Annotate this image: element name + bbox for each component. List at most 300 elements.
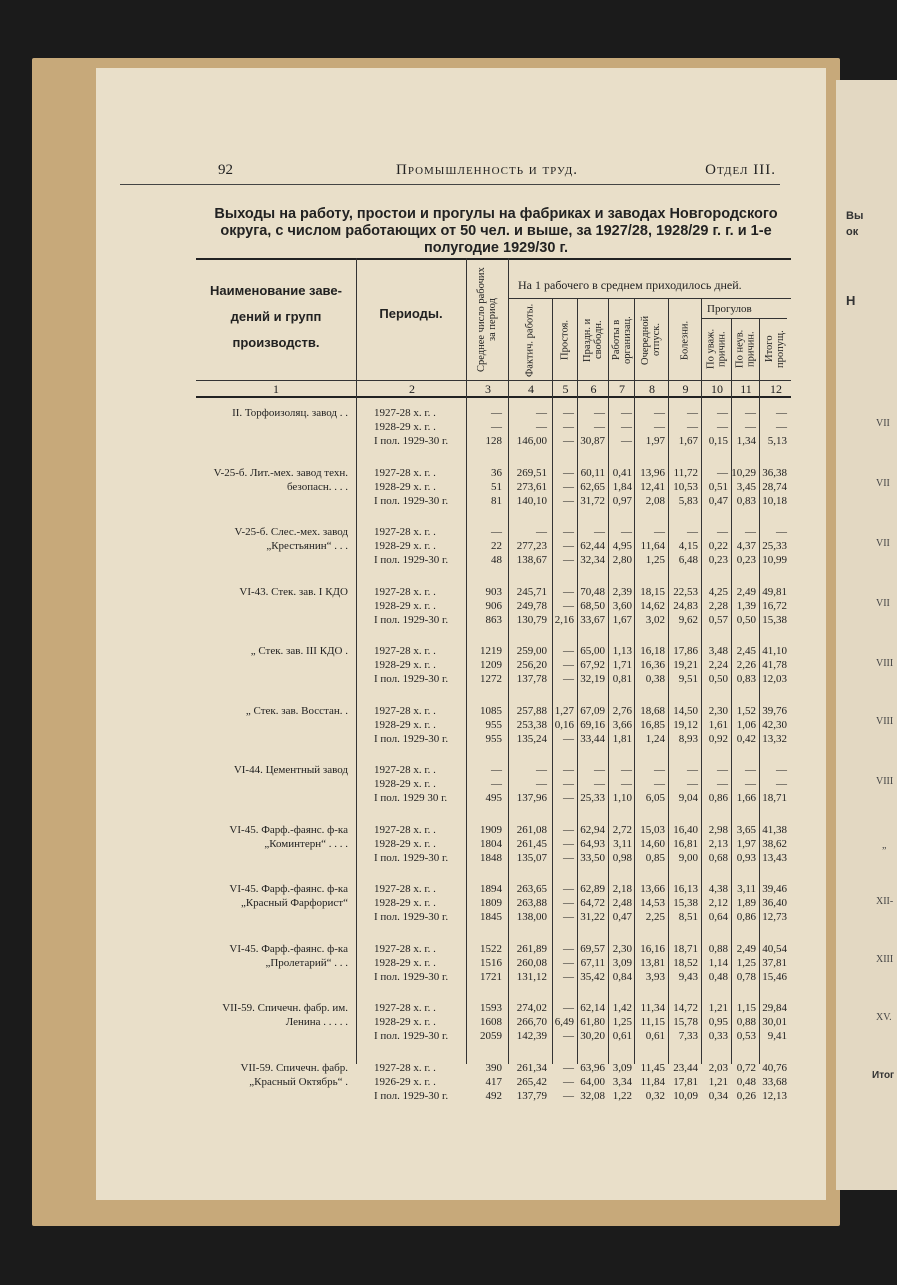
- period-label: I пол. 1929-30 г.: [374, 494, 449, 507]
- table-cell: 142,39: [516, 1030, 547, 1042]
- table-cell: 2059: [480, 1030, 502, 1042]
- table-cell: 863: [485, 613, 502, 626]
- table-cell: —: [745, 778, 756, 790]
- facing-total-label: Итог: [872, 1070, 895, 1081]
- table-cell: —: [776, 778, 787, 790]
- table-cell: —: [491, 407, 502, 419]
- table-cell: 15,38: [673, 897, 698, 909]
- table-cell: —: [654, 778, 665, 790]
- table-cell: 22: [491, 540, 502, 552]
- table-cell: —: [563, 883, 574, 895]
- table-cell: 135,07: [516, 851, 547, 864]
- table-cell: 6,05: [645, 792, 665, 804]
- table-cell: —: [491, 778, 502, 790]
- table-cell: 11,72: [673, 466, 698, 479]
- table-cell: 61,80: [580, 1016, 605, 1028]
- table-cell: —: [563, 585, 574, 598]
- table-cell: —: [563, 480, 574, 493]
- table-cell: 62,89: [580, 883, 605, 895]
- header-name: Наименование заве- дений и групп производств.: [210, 283, 342, 350]
- table-cell: 9,62: [678, 613, 698, 626]
- table-cell: —: [717, 778, 728, 790]
- period-label: 1927-28 х. г. .: [374, 466, 436, 479]
- table-cell: 1,84: [612, 480, 632, 493]
- table-row: [196, 525, 791, 539]
- table-cell: 263,65: [516, 883, 547, 895]
- table-row: [196, 718, 791, 732]
- table-cell: 2,76: [612, 704, 632, 717]
- table-cell: 63,96: [580, 1061, 605, 1074]
- table-cell: 30,01: [762, 1016, 787, 1028]
- table-cell: 257,88: [516, 704, 547, 717]
- table-cell: 0,47: [612, 911, 632, 923]
- table-cell: —: [563, 1089, 574, 1102]
- table-cell: —: [717, 526, 728, 538]
- table-cell: —: [563, 792, 574, 804]
- table-cell: 0,41: [612, 466, 632, 479]
- table-cell: 11,15: [640, 1016, 665, 1028]
- table-cell: 6,48: [678, 554, 698, 566]
- period-label: 1928-29 х. г. .: [374, 599, 436, 612]
- table-cell: 36,40: [762, 897, 787, 909]
- table-cell: —: [594, 526, 605, 538]
- group-name: VI-44. Цементный завод: [233, 764, 348, 776]
- facing-title-1: Вы: [846, 210, 864, 222]
- table-row: [196, 823, 791, 837]
- table-cell: 0,53: [736, 1030, 756, 1042]
- table-cell: 1,42: [612, 1002, 632, 1014]
- table-cell: 67,11: [580, 956, 605, 969]
- table-cell: 1,97: [645, 435, 665, 447]
- table-cell: 17,86: [673, 645, 698, 657]
- table-cell: —: [594, 421, 605, 433]
- table-cell: 2,39: [612, 585, 632, 598]
- table-cell: 2,25: [645, 911, 665, 923]
- table-cell: 1809: [480, 897, 502, 909]
- table-cell: —: [491, 421, 502, 433]
- period-label: 1926-29 х. г. .: [374, 1075, 436, 1088]
- table-row: [196, 896, 791, 910]
- table-cell: 2,18: [612, 883, 632, 895]
- table-cell: 5,83: [678, 494, 698, 507]
- table-cell: 25,33: [762, 540, 787, 552]
- table-cell: 259,00: [516, 645, 547, 657]
- table-cell: 1804: [480, 837, 502, 850]
- period-label: 1928-29 х. г. .: [374, 718, 436, 731]
- period-label: I пол. 1929-30 г.: [374, 732, 449, 745]
- table-cell: 0,98: [612, 851, 632, 864]
- table-cell: 32,19: [580, 673, 605, 685]
- column-number: 10: [711, 382, 723, 396]
- table-top-rule: [196, 258, 791, 260]
- table-cell: 0,88: [736, 1016, 756, 1028]
- table-row: [196, 613, 791, 627]
- group-name: VI-43. Стек. зав. I КДО: [239, 585, 348, 598]
- table-cell: 3,09: [612, 956, 632, 969]
- table-cell: 277,23: [516, 540, 547, 552]
- table-cell: —: [687, 778, 698, 790]
- table-cell: —: [654, 526, 665, 538]
- table-cell: 41,78: [762, 659, 787, 671]
- period-label: 1927-28 х. г. .: [374, 764, 436, 776]
- table-row: [196, 553, 791, 567]
- group-name: VI-45. Фарф.-фаянс. ф-ка „Красный Фарфорист“: [229, 883, 348, 909]
- table-cell: —: [491, 526, 502, 538]
- table-cell: 1,15: [736, 1002, 756, 1014]
- table-cell: 16,16: [640, 942, 665, 955]
- table-cell: —: [563, 764, 574, 776]
- table-row: [196, 672, 791, 686]
- table-cell: 1,66: [736, 792, 756, 804]
- table-cell: 12,41: [640, 480, 665, 493]
- table-cell: 62,65: [580, 480, 605, 493]
- table-cell: —: [563, 407, 574, 419]
- table-cell: —: [563, 526, 574, 538]
- column-number: 9: [682, 382, 689, 396]
- table-cell: 3,48: [708, 645, 728, 657]
- table-row: [196, 1061, 791, 1075]
- period-label: 1927-28 х. г. .: [374, 526, 436, 538]
- table-row: [196, 599, 791, 613]
- table-cell: 2,08: [645, 494, 665, 507]
- table-cell: 0,16: [554, 718, 574, 731]
- table-cell: 14,60: [640, 837, 665, 850]
- table-cell: 9,41: [767, 1030, 787, 1042]
- table-row: [196, 851, 791, 865]
- table-cell: 60,11: [580, 466, 605, 479]
- table-cell: 7,33: [678, 1030, 698, 1042]
- period-label: I пол. 1929-30 г.: [374, 1089, 449, 1102]
- table-cell: 65,00: [580, 645, 605, 657]
- table-cell: 11,64: [640, 540, 665, 552]
- table-cell: 25,33: [580, 792, 605, 804]
- table-cell: —: [536, 407, 547, 419]
- table-row: [196, 882, 791, 896]
- table-cell: 2,26: [736, 659, 756, 671]
- table-cell: 265,42: [516, 1075, 547, 1088]
- table-cell: 0,88: [708, 942, 728, 955]
- table-cell: —: [563, 599, 574, 612]
- period-label: 1927-28 х. г. .: [374, 645, 436, 657]
- table-cell: 1593: [480, 1002, 502, 1014]
- table-cell: 274,02: [516, 1002, 547, 1014]
- table-cell: —: [687, 421, 698, 433]
- table-cell: 2,03: [708, 1061, 728, 1074]
- table-cell: 1,13: [612, 645, 632, 657]
- table-row: [196, 910, 791, 924]
- table-cell: 0,48: [736, 1075, 756, 1088]
- table-cell: 1,06: [736, 718, 756, 731]
- table-cell: 3,66: [612, 718, 632, 731]
- table-cell: —: [745, 764, 756, 776]
- table-cell: —: [594, 778, 605, 790]
- period-label: 1927-28 х. г. .: [374, 942, 436, 955]
- table-cell: 3,02: [645, 613, 665, 626]
- table-cell: 0,50: [708, 673, 728, 685]
- table-row: [196, 942, 791, 956]
- table-cell: 146,00: [516, 435, 547, 447]
- facing-row-label: „: [882, 840, 887, 851]
- table-row: [196, 837, 791, 851]
- table-cell: 40,76: [762, 1061, 787, 1074]
- table-cell: —: [717, 407, 728, 419]
- table-row: [196, 406, 791, 420]
- table-cell: 13,96: [640, 466, 665, 479]
- table-cell: 0,26: [736, 1089, 756, 1102]
- period-label: 1927-28 х. г. .: [374, 1061, 436, 1074]
- table-cell: 32,08: [580, 1089, 605, 1102]
- table-cell: 137,78: [516, 673, 547, 685]
- table-cell: 16,81: [673, 837, 698, 850]
- table-cell: 39,76: [762, 704, 787, 717]
- table-cell: 0,48: [708, 970, 728, 983]
- facing-title-2: ок: [846, 226, 859, 238]
- table-cell: —: [563, 823, 574, 836]
- table-cell: —: [776, 407, 787, 419]
- span-rule: [508, 298, 791, 299]
- facing-row-label: VII: [876, 598, 890, 609]
- group-name: „ Стек. зав. III КДО .: [250, 645, 348, 657]
- column-number: 12: [770, 382, 782, 396]
- table-cell: 16,85: [640, 718, 665, 731]
- period-label: I пол. 1929-30 г.: [374, 673, 449, 685]
- running-head: [120, 160, 780, 185]
- table-cell: 0,92: [708, 732, 728, 745]
- table-cell: —: [563, 540, 574, 552]
- table-cell: 11,34: [640, 1002, 665, 1014]
- table-cell: 39,46: [762, 883, 787, 895]
- column-number: 6: [590, 382, 597, 396]
- table-cell: —: [745, 421, 756, 433]
- table-cell: —: [563, 970, 574, 983]
- table-cell: 18,68: [640, 704, 665, 717]
- running-title: Промышленность и труд.: [396, 162, 578, 178]
- table-cell: 261,45: [516, 837, 547, 850]
- table-cell: —: [563, 851, 574, 864]
- table-cell: 906: [485, 599, 502, 612]
- table-row: [196, 1015, 791, 1029]
- table-cell: 0,86: [736, 911, 756, 923]
- table-cell: 14,62: [640, 599, 665, 612]
- table-row: [196, 585, 791, 599]
- table-cell: 2,49: [736, 585, 756, 598]
- table-cell: 3,09: [612, 1061, 632, 1074]
- table-cell: 0,83: [736, 673, 756, 685]
- table-cell: 0,61: [612, 1030, 632, 1042]
- header-absences: Прогулов: [707, 303, 752, 315]
- table-cell: 69,57: [580, 942, 605, 955]
- table-cell: 10,18: [762, 494, 787, 507]
- table-row: [196, 420, 791, 434]
- table-cell: 12,73: [762, 911, 787, 923]
- group-name: „ Стек. зав. Восстан. .: [245, 704, 348, 717]
- table-cell: 2,49: [736, 942, 756, 955]
- table-cell: 12,13: [762, 1089, 787, 1102]
- table-cell: 37,81: [762, 956, 787, 969]
- table-cell: 67,09: [580, 704, 605, 717]
- table-cell: 495: [485, 792, 502, 804]
- table-cell: 33,50: [580, 851, 605, 864]
- table-cell: 5,13: [767, 435, 787, 447]
- table-cell: —: [536, 526, 547, 538]
- column-number: 7: [619, 382, 625, 396]
- table-cell: 2,30: [708, 704, 728, 717]
- table-cell: 16,13: [673, 883, 698, 895]
- period-label: 1927-28 х. г. .: [374, 1002, 436, 1014]
- table-cell: 29,84: [762, 1002, 787, 1014]
- table-cell: —: [621, 526, 632, 538]
- table-cell: 4,15: [678, 540, 698, 552]
- table-cell: 0,57: [708, 613, 728, 626]
- table-cell: 28,74: [762, 480, 787, 493]
- table-cell: 0,51: [708, 480, 728, 493]
- period-label: 1927-28 х. г. .: [374, 883, 436, 895]
- table-row: [196, 704, 791, 718]
- table-cell: —: [776, 421, 787, 433]
- table-cell: —: [563, 673, 574, 685]
- table-cell: 18,15: [640, 585, 665, 598]
- table-cell: 266,70: [516, 1016, 547, 1028]
- table-cell: 1,21: [708, 1002, 728, 1014]
- facing-row-label: XII-: [876, 896, 894, 907]
- period-label: 1927-28 х. г. .: [374, 585, 436, 598]
- table-cell: 1085: [480, 704, 502, 717]
- table-cell: —: [594, 764, 605, 776]
- table-cell: 273,61: [516, 480, 547, 493]
- table-cell: —: [621, 764, 632, 776]
- table-row: [196, 539, 791, 553]
- table-cell: 16,18: [640, 645, 665, 657]
- table-cell: 13,81: [640, 956, 665, 969]
- table-cell: 32,34: [580, 554, 605, 566]
- table-cell: 1,14: [708, 956, 728, 969]
- table-cell: 64,93: [580, 837, 605, 850]
- table-cell: 3,45: [736, 480, 756, 493]
- table-cell: 14,53: [640, 897, 665, 909]
- table-cell: 6,49: [554, 1016, 574, 1028]
- table-cell: —: [563, 1030, 574, 1042]
- table-row: [196, 732, 791, 746]
- table-cell: 130,79: [516, 613, 547, 626]
- column-number: 11: [740, 382, 752, 396]
- table-cell: 36,38: [762, 466, 787, 479]
- table-cell: 30,20: [580, 1030, 605, 1042]
- table-cell: —: [563, 1061, 574, 1074]
- table-cell: 1,89: [736, 897, 756, 909]
- table-cell: 1,25: [612, 1016, 632, 1028]
- table-cell: 269,51: [516, 466, 547, 479]
- table-cell: 62,44: [580, 540, 605, 552]
- table-cell: 0,97: [612, 494, 632, 507]
- table-cell: 261,34: [516, 1061, 547, 1074]
- table-cell: 10,29: [731, 466, 756, 479]
- table-cell: 1,52: [736, 704, 756, 717]
- table-cell: —: [687, 764, 698, 776]
- table-cell: —: [563, 554, 574, 566]
- header-org-work: Работы в организац.: [611, 316, 633, 364]
- table-cell: 1,22: [612, 1089, 632, 1102]
- table-cell: 1522: [480, 942, 502, 955]
- table-cell: 256,20: [516, 659, 547, 671]
- table-row: [196, 494, 791, 508]
- table-cell: 0,81: [612, 673, 632, 685]
- section-label: Отдел III.: [705, 162, 776, 178]
- table-cell: —: [563, 956, 574, 969]
- table-row: [196, 1001, 791, 1015]
- table-cell: 14,72: [673, 1002, 698, 1014]
- table-cell: 2,12: [708, 897, 728, 909]
- table-cell: 15,78: [673, 1016, 698, 1028]
- table-cell: 18,52: [673, 956, 698, 969]
- table-cell: 1721: [480, 970, 502, 983]
- table-cell: 15,38: [762, 613, 787, 626]
- period-label: 1928-29 х. г. .: [374, 956, 436, 969]
- table-cell: 1209: [480, 659, 502, 671]
- facing-row-label: XIII: [876, 954, 894, 965]
- table-cell: 62,94: [580, 823, 605, 836]
- table-cell: —: [654, 421, 665, 433]
- table-cell: 0,50: [736, 613, 756, 626]
- table-cell: —: [563, 732, 574, 745]
- table-cell: 3,60: [612, 599, 632, 612]
- table-cell: 1,27: [554, 704, 574, 717]
- table-cell: 67,92: [580, 659, 605, 671]
- table-cell: 249,78: [516, 599, 547, 612]
- table-cell: 0,23: [736, 554, 756, 566]
- period-label: I пол. 1929-30 г.: [374, 435, 449, 447]
- period-label: I пол. 1929-30 г.: [374, 1030, 449, 1042]
- header-idle: Простоя.: [559, 320, 571, 360]
- header-total: Итого пропущ.: [764, 330, 786, 368]
- column-number: 2: [409, 382, 415, 396]
- table-cell: 1,97: [736, 837, 756, 850]
- table-cell: 1,71: [612, 659, 632, 671]
- table-cell: 1,67: [612, 613, 632, 626]
- header-holidays: Праздн. и свободн.: [582, 318, 604, 362]
- table-cell: 10,09: [673, 1089, 698, 1102]
- table-cell: 0,33: [708, 1030, 728, 1042]
- table-cell: —: [563, 659, 574, 671]
- table-cell: 417: [485, 1075, 502, 1088]
- table-cell: —: [563, 778, 574, 790]
- table-cell: 1,25: [645, 554, 665, 566]
- group-name: VI-45. Фарф.-фаянс. ф-ка „Пролетарий“ . . .: [229, 942, 348, 969]
- table-cell: —: [687, 526, 698, 538]
- table-cell: 22,53: [673, 585, 698, 598]
- table-cell: 31,22: [580, 911, 605, 923]
- table-cell: 18,71: [673, 942, 698, 955]
- header-avg-workers: Среднее число рабочих за период: [476, 267, 498, 373]
- group-name: II. Торфоизоляц. завод . .: [232, 407, 348, 419]
- table-cell: 261,08: [516, 823, 547, 836]
- column-number: 8: [649, 382, 655, 396]
- table-cell: —: [563, 494, 574, 507]
- table-row: [196, 1075, 791, 1089]
- table-cell: —: [745, 407, 756, 419]
- table-cell: 0,22: [708, 540, 728, 552]
- table-cell: 1,25: [736, 956, 756, 969]
- table-row: [196, 777, 791, 791]
- header-per-worker: На 1 рабочего в среднем приходилось дней.: [518, 278, 742, 292]
- table-cell: 35,42: [580, 970, 605, 983]
- table-cell: 12,03: [762, 673, 787, 685]
- table-cell: —: [621, 407, 632, 419]
- table-cell: 18,71: [762, 792, 787, 804]
- table-cell: 4,25: [708, 585, 728, 598]
- period-label: I пол. 1929-30 г.: [374, 851, 449, 864]
- table-cell: 2,13: [708, 837, 728, 850]
- table-cell: 128: [485, 435, 502, 447]
